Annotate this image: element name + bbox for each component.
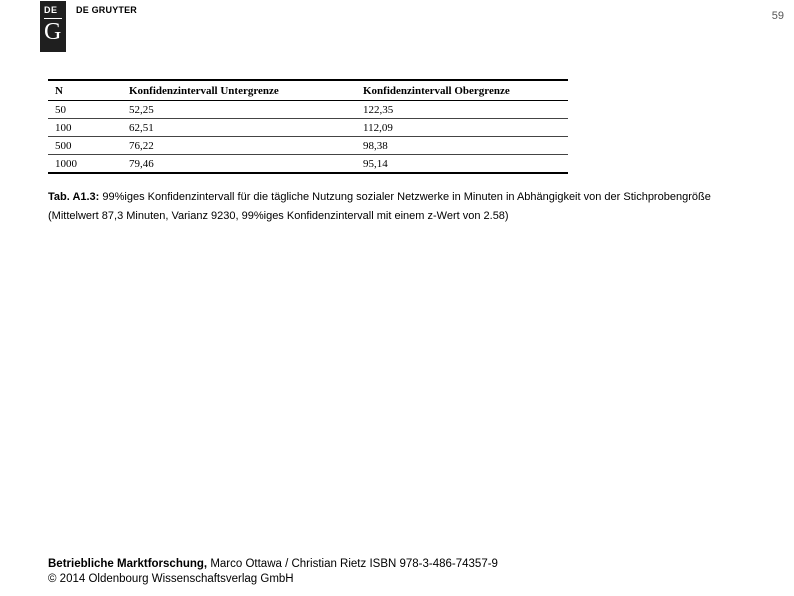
- cell-upper: 95,14: [356, 155, 568, 174]
- table-row: [48, 119, 568, 137]
- page-footer: [48, 557, 498, 587]
- caption-label: Tab. A1.3:: [48, 191, 100, 203]
- header-lower-bound: Konfidenzintervall Untergrenze: [129, 84, 279, 97]
- footer-authors-isbn: Marco Ottawa / Christian Rietz ISBN 978-3-486-74357-9: [207, 558, 498, 570]
- footer-copyright: © 2014 Oldenbourg Wissenschaftsverlag GmbH: [48, 573, 294, 585]
- cell-lower: 52,25: [122, 101, 356, 119]
- caption-text: 99%iges Konfidenzintervall für die tägliche Nutzung sozialer Netzwerke in Minuten in Abhängigkeit von der Stichprobengröße (Mittelwert 87,3 Minuten, Varianz 9230, 99%iges Konfidenzintervall mit einem z-Wert von 2.58): [48, 191, 711, 222]
- publisher-logo: [40, 1, 66, 52]
- table-caption: [48, 188, 748, 226]
- table-row: [48, 101, 568, 119]
- cell-lower: 76,22: [122, 137, 356, 155]
- logo-bottom-text: G: [44, 19, 62, 45]
- table-row: [48, 137, 568, 155]
- page-number: 59: [771, 10, 784, 22]
- table-header-row: [48, 80, 568, 101]
- cell-upper: 122,35: [356, 101, 568, 119]
- logo-top-text: DE: [44, 5, 58, 15]
- cell-n: 500: [48, 137, 122, 155]
- cell-lower: 62,51: [122, 119, 356, 137]
- footer-book-title: Betriebliche Marktforschung,: [48, 558, 208, 570]
- cell-n: 1000: [48, 155, 122, 174]
- cell-upper: 112,09: [356, 119, 568, 137]
- header-n: N: [55, 84, 63, 97]
- header-upper-bound: Konfidenzintervall Obergrenze: [363, 84, 510, 97]
- cell-n: 50: [48, 101, 122, 119]
- table-row: [48, 155, 568, 174]
- confidence-interval-table: [48, 79, 568, 174]
- cell-lower: 79,46: [122, 155, 356, 174]
- cell-upper: 98,38: [356, 137, 568, 155]
- publisher-name: DE GRUYTER: [76, 5, 138, 15]
- footer-citation-line: [48, 557, 498, 572]
- cell-n: 100: [48, 119, 122, 137]
